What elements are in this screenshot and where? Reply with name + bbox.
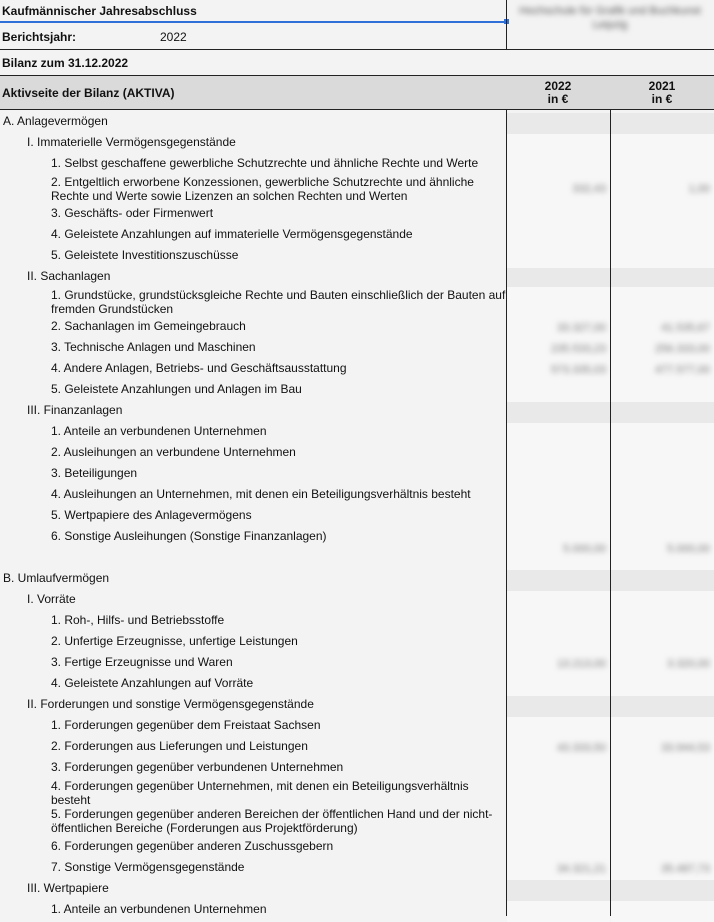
- column-unit: in €: [547, 92, 569, 106]
- table-row: [0, 113, 714, 134]
- table-row: [0, 570, 714, 591]
- value-cell-2021[interactable]: [611, 859, 714, 880]
- table-row: [0, 155, 714, 174]
- value-cell-2022[interactable]: [507, 528, 610, 570]
- value-cell-2021[interactable]: [611, 247, 714, 268]
- row-label: 2. Unfertige Erzeugnisse, unfertige Leistungen: [51, 634, 298, 648]
- value-cell-2022[interactable]: [507, 318, 610, 339]
- value-cell-2022[interactable]: [507, 901, 610, 922]
- row-label: II. Sachanlagen: [27, 269, 111, 283]
- table-row: [0, 247, 714, 268]
- value-cell-2021[interactable]: [611, 287, 714, 318]
- report-title: Kaufmännischer Jahresabschluss: [2, 4, 197, 18]
- value-amount: 33.327,00: [557, 322, 606, 334]
- row-label: 1. Anteile an verbundenen Unternehmen: [51, 424, 267, 438]
- row-label: 4. Ausleihungen an Unternehmen, mit denen ein Beteiligungsverhältnis besteht: [51, 487, 471, 501]
- row-label: 4. Andere Anlagen, Betriebs- und Geschäftsausstattung: [51, 361, 347, 375]
- row-label: 1. Forderungen gegenüber dem Freistaat Sachsen: [51, 718, 321, 732]
- divider: [0, 49, 714, 50]
- value-cell-2021[interactable]: [611, 675, 714, 696]
- berichtsjahr-label: Berichtsjahr:: [2, 30, 77, 44]
- value-cell-2022[interactable]: [507, 247, 610, 268]
- value-cell-2021[interactable]: [611, 444, 714, 465]
- table-row: [0, 444, 714, 465]
- value-cell-2022[interactable]: [507, 738, 610, 759]
- value-amount: 332,43: [572, 183, 606, 195]
- header-divider: [506, 0, 507, 49]
- row-label: I. Vorräte: [27, 592, 76, 606]
- value-cell-2021[interactable]: [611, 612, 714, 633]
- column-year: 2022: [544, 79, 572, 93]
- row-label: 5. Forderungen gegenüber anderen Bereichen der öffentlichen Hand und der nicht-öffentlichen Bereiche (Forderungen aus Projektförderung): [51, 807, 493, 835]
- value-cell-2022[interactable]: [507, 778, 610, 806]
- value-cell-2022[interactable]: [507, 806, 610, 838]
- value-cell-2021[interactable]: [611, 901, 714, 922]
- value-cell-2021[interactable]: [611, 880, 714, 901]
- value-cell-2021[interactable]: [611, 738, 714, 759]
- value-cell-2022[interactable]: [507, 205, 610, 226]
- value-cell-2022[interactable]: [507, 402, 610, 423]
- berichtsjahr-value: 2022: [160, 30, 187, 44]
- value-cell-2022[interactable]: [507, 612, 610, 633]
- value-cell-2022[interactable]: [507, 838, 610, 859]
- row-label: III. Wertpapiere: [27, 881, 109, 895]
- value-cell-2022[interactable]: [507, 696, 610, 717]
- value-cell-2022[interactable]: [507, 155, 610, 174]
- value-amount: 34.321,21: [557, 863, 606, 875]
- value-cell-2021[interactable]: [611, 696, 714, 717]
- table-row: [0, 381, 714, 402]
- row-label: 3. Technische Anlagen und Maschinen: [51, 340, 256, 354]
- value-cell-2022[interactable]: [507, 174, 610, 205]
- value-cell-2021[interactable]: [611, 155, 714, 174]
- value-cell-2021[interactable]: [611, 591, 714, 612]
- column-unit: in €: [651, 92, 673, 106]
- value-cell-2021[interactable]: [611, 205, 714, 226]
- table-row: [0, 901, 714, 922]
- row-label: 1. Roh-, Hilfs- und Betriebsstoffe: [51, 613, 225, 627]
- value-cell-2021[interactable]: [611, 528, 714, 570]
- value-cell-2021[interactable]: [611, 268, 714, 287]
- row-label: III. Finanzanlagen: [27, 403, 123, 417]
- value-cell-2022[interactable]: [507, 113, 610, 134]
- value-cell-2021[interactable]: [611, 507, 714, 528]
- value-amount: 41.535,67: [661, 322, 710, 334]
- column-divider: [610, 109, 611, 916]
- value-cell-2022[interactable]: [507, 226, 610, 247]
- table-row: [0, 360, 714, 381]
- value-cell-2022[interactable]: [507, 444, 610, 465]
- value-cell-2022[interactable]: [507, 859, 610, 880]
- value-cell-2022[interactable]: [507, 717, 610, 738]
- row-label: 4. Geleistete Anzahlungen auf Vorräte: [51, 676, 254, 690]
- value-cell-2021[interactable]: [611, 486, 714, 507]
- value-cell-2022[interactable]: [507, 134, 610, 155]
- table-row: [0, 654, 714, 675]
- value-cell-2022[interactable]: [507, 486, 610, 507]
- aktiva-title: Aktivseite der Bilanz (AKTIVA): [2, 86, 175, 100]
- value-cell-2021[interactable]: [611, 113, 714, 134]
- value-amount: 256.333,00: [654, 343, 710, 355]
- value-amount: 35.487,73: [661, 863, 710, 875]
- table-row: [0, 675, 714, 696]
- value-cell-2021[interactable]: [611, 381, 714, 402]
- value-cell-2022[interactable]: [507, 507, 610, 528]
- row-label: 2. Forderungen aus Lieferungen und Leistungen: [51, 739, 308, 753]
- value-cell-2021[interactable]: [611, 806, 714, 838]
- row-label: 7. Sonstige Vermögensgegenstände: [51, 860, 245, 874]
- value-cell-2021[interactable]: [611, 654, 714, 675]
- row-label: 3. Fertige Erzeugnisse und Waren: [51, 655, 233, 669]
- column-divider: [506, 109, 507, 916]
- value-cell-2021[interactable]: [611, 318, 714, 339]
- row-label: 6. Sonstige Ausleihungen (Sonstige Finanzanlagen): [51, 529, 327, 543]
- value-cell-2021[interactable]: [611, 633, 714, 654]
- row-label: 2. Ausleihungen an verbundene Unternehmen: [51, 445, 296, 459]
- row-label: 3. Forderungen gegenüber verbundenen Unternehmen: [51, 760, 344, 774]
- value-cell-2022[interactable]: [507, 654, 610, 675]
- table-row: [0, 268, 714, 287]
- row-label: 2. Entgeltlich erworbene Konzessionen, gewerbliche Schutzrechte und ähnliche Rechte und Werte sowie Lizenzen an solchen Rechten und Werten: [51, 175, 474, 203]
- value-cell-2021[interactable]: [611, 423, 714, 444]
- table-row: [0, 806, 714, 838]
- row-label: 5. Geleistete Investitionszuschüsse: [51, 248, 239, 262]
- value-cell-2022[interactable]: [507, 268, 610, 287]
- value-cell-2021[interactable]: [611, 134, 714, 155]
- value-cell-2022[interactable]: [507, 880, 610, 901]
- row-label: B. Umlaufvermögen: [3, 571, 110, 585]
- table-row: [0, 465, 714, 486]
- table-row: [0, 423, 714, 444]
- value-cell-2022[interactable]: [507, 570, 610, 591]
- value-cell-2022[interactable]: [507, 381, 610, 402]
- row-label: 2. Sachanlagen im Gemeingebrauch: [51, 319, 246, 333]
- table-row: [0, 633, 714, 654]
- value-amount: 13.213,00: [557, 658, 606, 670]
- table-row: [0, 717, 714, 738]
- table-row: [0, 134, 714, 155]
- row-label: 1. Anteile an verbundenen Unternehmen: [51, 902, 267, 916]
- table-row: [0, 778, 714, 806]
- row-label: 1. Grundstücke, grundstücksgleiche Rechte und Bauten einschließlich der Bauten auf fremden Grundstücken: [51, 288, 506, 316]
- table-row: [0, 174, 714, 205]
- column-header-2021: [612, 80, 712, 106]
- table-row: [0, 880, 714, 901]
- value-cell-2022[interactable]: [507, 339, 610, 360]
- value-cell-2021[interactable]: [611, 838, 714, 859]
- row-label: 6. Forderungen gegenüber anderen Zuschussgebern: [51, 839, 334, 853]
- row-label: 1. Selbst geschaffene gewerbliche Schutzrechte und ähnliche Rechte und Werte: [51, 156, 479, 170]
- column-year: 2021: [648, 79, 676, 93]
- value-amount: 477.577,00: [654, 364, 710, 376]
- table-row: [0, 339, 714, 360]
- value-cell-2021[interactable]: [611, 465, 714, 486]
- table-row: [0, 759, 714, 778]
- value-cell-2021[interactable]: [611, 339, 714, 360]
- value-cell-2022[interactable]: [507, 465, 610, 486]
- column-header-2022: [508, 80, 608, 106]
- value-cell-2021[interactable]: [611, 360, 714, 381]
- table-row: [0, 402, 714, 423]
- value-cell-2021[interactable]: [611, 402, 714, 423]
- value-amount: 5.000,00: [667, 543, 710, 555]
- row-label: 3. Geschäfts- oder Firmenwert: [51, 206, 214, 220]
- row-label: 4. Forderungen gegenüber Unternehmen, mit denen ein Beteiligungsverhältnis besteht: [51, 779, 469, 807]
- value-cell-2021[interactable]: [611, 717, 714, 738]
- value-amount: 235.533,23: [550, 343, 606, 355]
- value-cell-2022[interactable]: [507, 287, 610, 318]
- table-row: [0, 507, 714, 528]
- table-row: [0, 205, 714, 226]
- value-cell-2022[interactable]: [507, 675, 610, 696]
- table-row: [0, 591, 714, 612]
- table-row: [0, 318, 714, 339]
- value-cell-2021[interactable]: [611, 778, 714, 806]
- value-cell-2021[interactable]: [611, 759, 714, 778]
- table-row: [0, 486, 714, 507]
- value-cell-2021[interactable]: [611, 226, 714, 247]
- table-row: [0, 696, 714, 717]
- table-row: [0, 838, 714, 859]
- value-amount: 33.944,53: [661, 742, 710, 754]
- row-label: I. Immaterielle Vermögensgegenstände: [27, 135, 236, 149]
- organisation-name-blurred: Hochschule für Grafik und Buchkunst Leipzig: [519, 5, 701, 31]
- value-amount: 573.335,03: [550, 364, 606, 376]
- table-row: [0, 612, 714, 633]
- bilanz-title: Bilanz zum 31.12.2022: [2, 56, 129, 70]
- row-label: 3. Beteiligungen: [51, 466, 138, 480]
- row-label: 4. Geleistete Anzahlungen auf immaterielle Vermögensgegenstände: [51, 227, 413, 241]
- value-amount: 5.000,00: [563, 543, 606, 555]
- table-row: [0, 226, 714, 247]
- value-cell-2021[interactable]: [611, 174, 714, 205]
- table-row: [0, 738, 714, 759]
- value-cell-2022[interactable]: [507, 423, 610, 444]
- row-label: A. Anlagevermögen: [3, 114, 108, 128]
- row-label: 5. Geleistete Anzahlungen und Anlagen im Bau: [51, 382, 302, 396]
- value-cell-2022[interactable]: [507, 633, 610, 654]
- row-label: 5. Wertpapiere des Anlagevermögens: [51, 508, 252, 522]
- report-title-cell[interactable]: [0, 0, 506, 23]
- value-cell-2022[interactable]: [507, 591, 610, 612]
- table-row: [0, 859, 714, 880]
- value-cell-2022[interactable]: [507, 360, 610, 381]
- value-amount: 3.320,00: [667, 658, 710, 670]
- table-row: [0, 287, 714, 318]
- row-label: II. Forderungen und sonstige Vermögensgegenstände: [27, 697, 314, 711]
- divider: [0, 109, 714, 110]
- value-cell-2022[interactable]: [507, 759, 610, 778]
- value-amount: 1,00: [688, 183, 710, 195]
- value-amount: 43.333,50: [557, 742, 606, 754]
- table-row: [0, 528, 714, 570]
- value-cell-2021[interactable]: [611, 570, 714, 591]
